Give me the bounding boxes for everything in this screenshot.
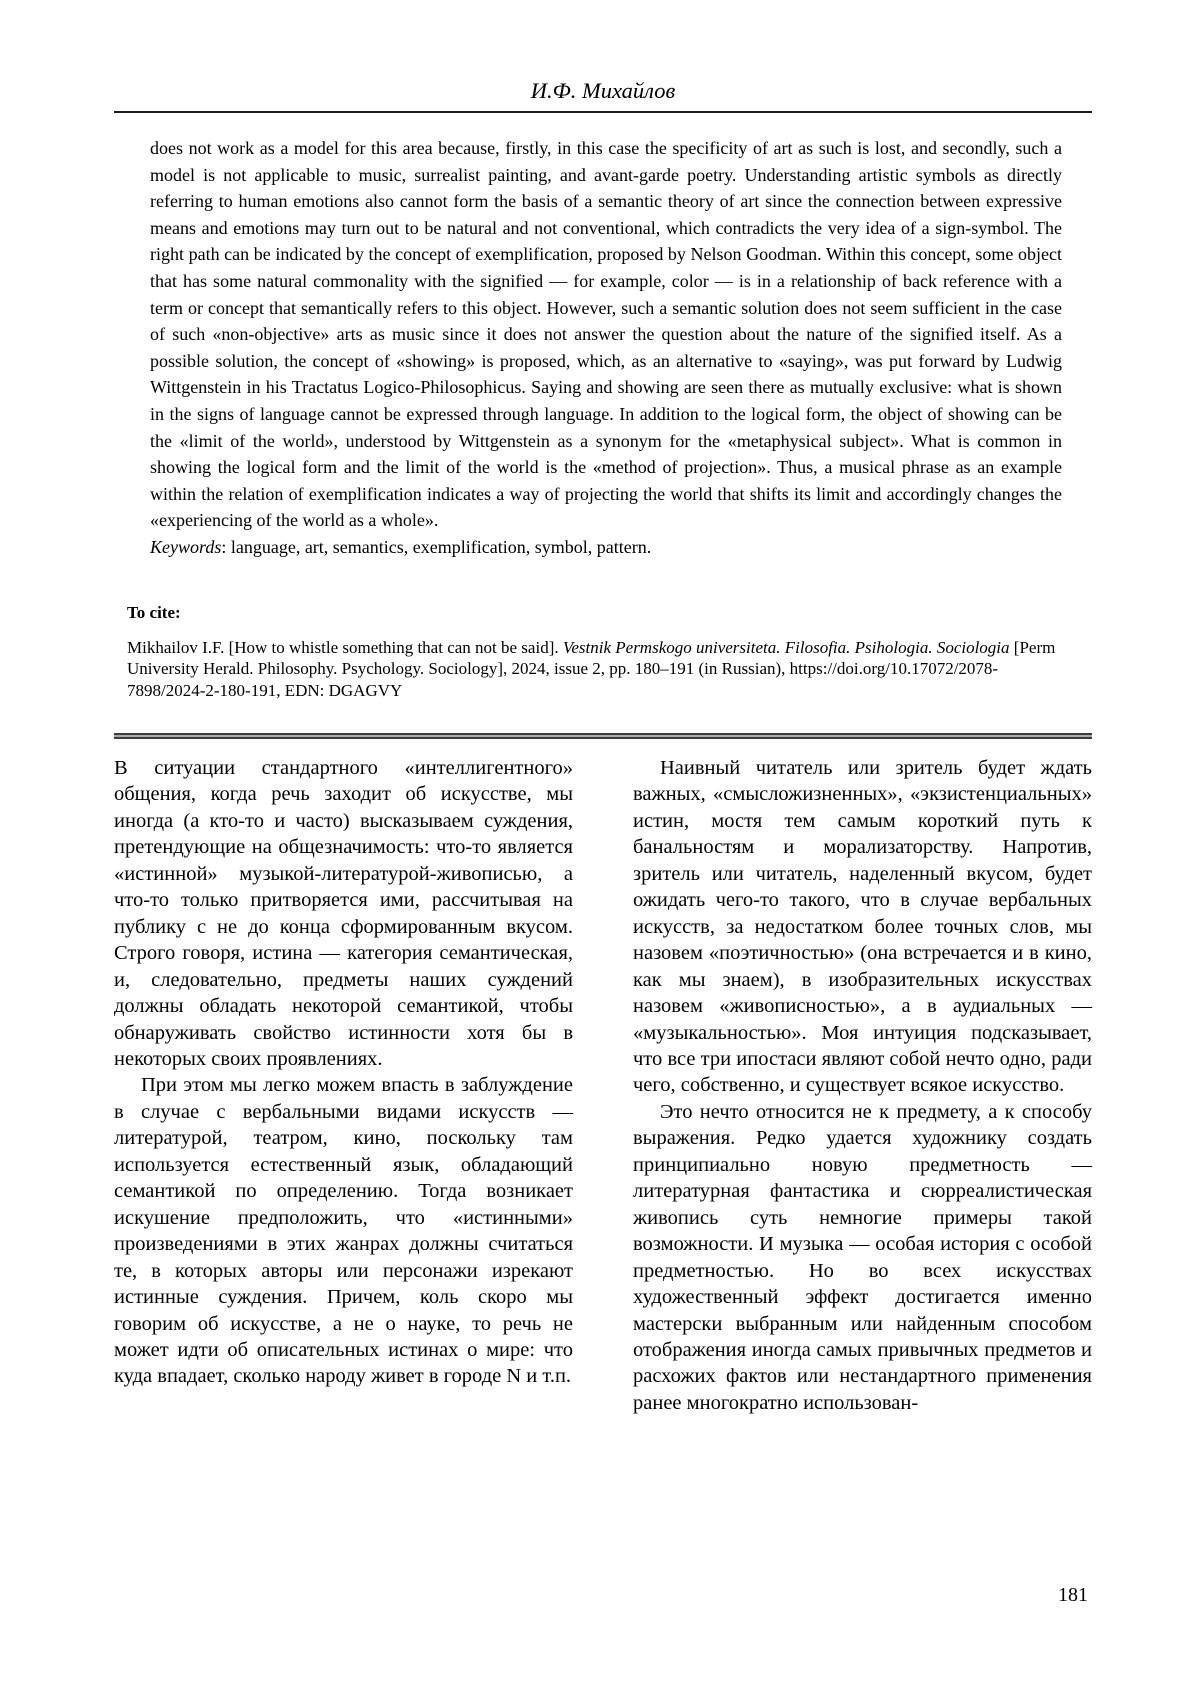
citation-details: [Perm University Herald. Philosophy. Psychology. Sociology], 2024, issue 2, pp. 180–191 (in Russian), https://doi.org/10.17072/2078-7898/2024-2-180-191, EDN: DGAGVY: [127, 637, 1056, 700]
left-column: [114, 755, 573, 1416]
body-paragraph: Это нечто относится не к предмету, а к способу выражения. Редко удается художнику создать принципиально новую предметность — литературная фантастика и сюрреалистическая живопись суть немногие примеры такой возможности. И музыка — особая история с особой предметностью. Но во всех искусствах художественный эффект достигается именно мастерски выбранным или найденным способом отображения иногда самых привычных предметов и расхожих фактов или нестандартного применения ранее многократно использован-: [633, 1100, 1092, 1414]
right-column: [633, 755, 1092, 1416]
keywords-line: [150, 534, 1062, 561]
citation-journal-title: Vestnik Permskogo universiteta. Filosofia. Psihologia. Sociologia: [562, 637, 1010, 657]
abstract-block: [150, 135, 1062, 561]
keywords-list: : language, art, semantics, exemplification, symbol, pattern.: [221, 536, 652, 557]
body-columns: [114, 755, 1092, 1416]
body-paragraph: Наивный читатель или зритель будет ждать важных, «смысложизненных», «экзистенциальных» истин, мостя тем самым короткий путь к банальностям и морализаторству. Напротив, зритель или читатель, наделенный вкусом, будет ожидать чего-то такого, что в случае вербальных искусств, за недостатком более точных слов, мы назовем «поэтичностью» (она встречается и в кино, как мы знаем), в изобразительных искусствах назовем «живописностью», а в аудиальных — «музыкальностью». Моя интуиция подсказывает, что все три ипостаси являют собой нечто одно, ради чего, собственно, и существует всякое искусство.: [633, 757, 1092, 1097]
section-divider-rule: [114, 733, 1092, 739]
keywords-label: Keywords: [150, 536, 222, 557]
header-rule: [114, 111, 1092, 113]
body-paragraph: При этом мы легко можем впасть в заблуждение в случае с вербальными видами искусств — литературой, театром, кино, поскольку там используется естественный язык, обладающий семантикой по определению. Тогда возникает искушение предположить, что «истинными» произведениями в этих жанрах должны считаться те, в которых авторы или персонажи изрекают истинные суждения. Причем, коль скоро мы говорим об искусстве, а не о науке, то речь не может идти об описательных истинах о мире: что куда впадает, сколько народу живет в городе N и т.п.: [114, 1074, 573, 1388]
body-paragraph: В ситуации стандартного «интеллигентного» общения, когда речь заходит об искусстве, мы иногда (а кто-то и часто) высказываем суждения, претендующие на общезначимость: что-то является «истинной» музыкой-литературой-живописью, а что-то только притворяется ими, рассчитывая на публику с не до конца сформированным вкусом. Строго говоря, истина — категория семантическая, и, следовательно, предметы наших суждений должны обладать некоторой семантикой, чтобы обнаруживать свойство истинности хотя бы в некоторых своих проявлениях.: [114, 757, 573, 1070]
page-content: [114, 0, 1092, 1416]
citation-authors-title: Mikhailov I.F. [How to whistle something that can not be said].: [127, 637, 563, 657]
page-number: 181: [1058, 1584, 1088, 1606]
citation-paragraph: [127, 637, 1064, 702]
running-head-author: И.Ф. Михайлов: [530, 78, 676, 103]
abstract-paragraph: does not work as a model for this area because, firstly, in this case the specificity of art as such is lost, and secondly, such a model is not applicable to music, surrealist painting, and avant-garde poetry. Understanding artistic symbols as directly referring to human emotions also cannot form the basis of a semantic theory of art since the connection between expressive means and emotions may turn out to be natural and not conventional, which contradicts the very idea of a sign-symbol. The right path can be indicated by the concept of exemplification, proposed by Nelson Goodman. Within this concept, some object that has some natural commonality with the signified — for example, color — is in a relationship of back reference with a term or concept that semantically refers to this object. However, such a semantic solution does not seem sufficient in the case of such «non-objective» arts as music since it does not answer the question about the nature of the signified itself. As a possible solution, the concept of «showing» is proposed, which, as an alternative to «saying», was put forward by Ludwig Wittgenstein in his Tractatus Logico-Philosophicus. Saying and showing are seen there as mutually exclusive: what is shown in the signs of language cannot be expressed through language. In addition to the logical form, the object of showing can be the «limit of the world», understood by Wittgenstein as a synonym for the «metaphysical subject». What is common in showing the logical form and the limit of the world is the «method of projection». Thus, a musical phrase as an example within the relation of exemplification indicates a way of projecting the world that shifts its limit and accordingly changes the «experiencing of the world as a whole».: [150, 138, 1062, 531]
to-cite-heading: To cite:: [127, 602, 181, 622]
